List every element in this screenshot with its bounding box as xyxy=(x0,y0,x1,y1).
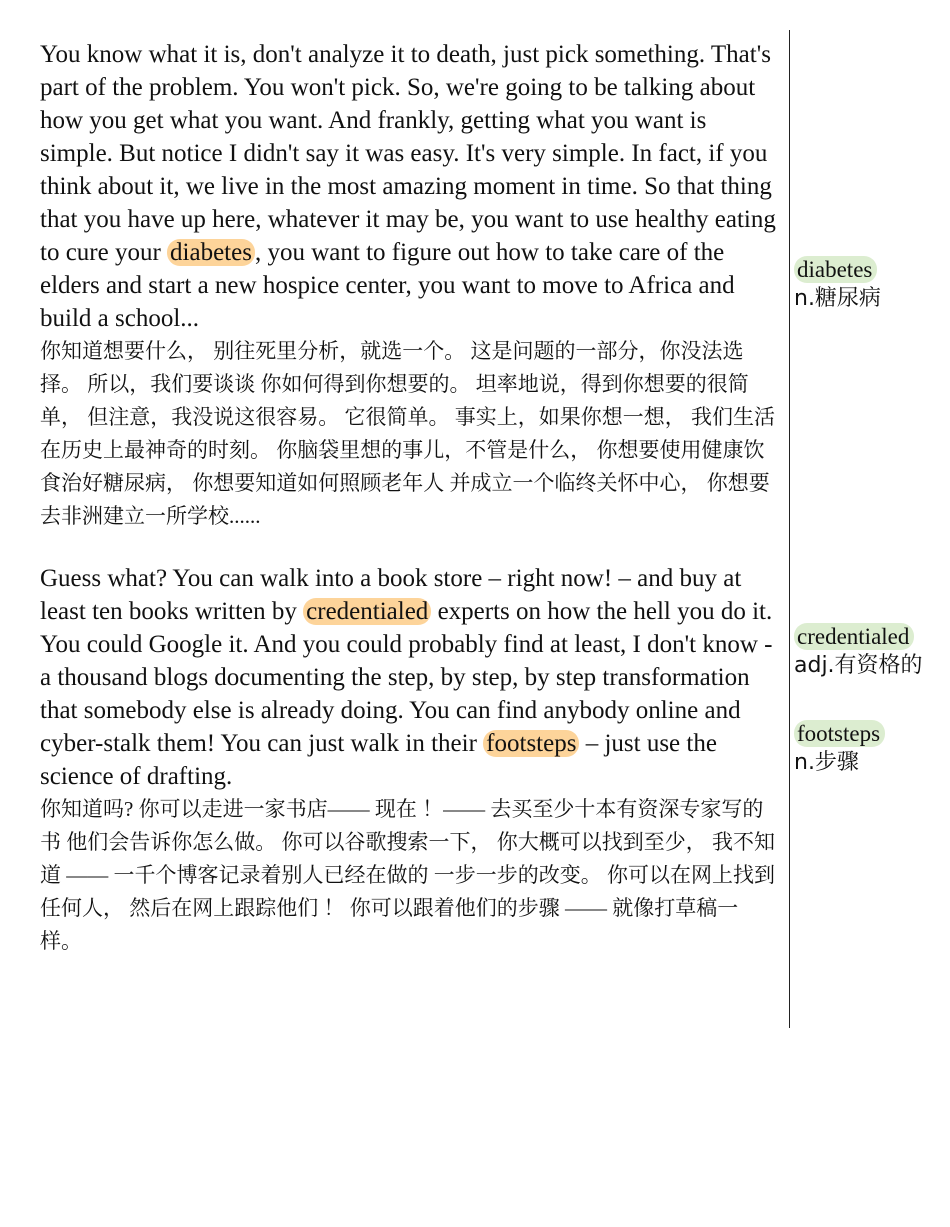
transcript-column xyxy=(40,38,780,958)
glossary-word: footsteps xyxy=(794,720,885,747)
glossary-entry-diabetes xyxy=(794,256,881,315)
chinese-translation: 你知道吗? 你可以走进一家书店—— 现在 ！—— 去买至少十本有资深专家写的书 他们会告诉你怎么做。 你可以谷歌搜索一下， 你大概可以找到至少， 我不知道 —— 一千个博客记录着别人已经在做的 一步一步的改变。 你可以在网上找到任何人， 然后在网上跟踪他们 ！ 你可以跟着他们的步骤 —— 就像打草稿一样。 xyxy=(40,797,775,953)
paragraph-2 xyxy=(40,562,780,958)
english-text: You know what it is, don't analyze it to death, just pick something. That's part of the problem. You won't pick. So, we're going to be talking about how you get what you want. And frankly, getting what you want is simple. But notice I didn't say it was easy. It's very simple. In fact, if you think about it, we live in the most amazing moment in time. So that thing that you have up here, whatever it may be, you want to use healthy eating to cure your diabetes , you want to figure out how to take care of the elders and start a new hospice center, you want to move to Africa and build a school... xyxy=(40,41,776,332)
glossary-definition: n.糖尿病 xyxy=(794,286,881,311)
column-divider xyxy=(789,30,790,1028)
glossary-entry-credentialed xyxy=(794,623,923,682)
glossary-definition: adj.有资格的 xyxy=(794,653,923,678)
highlight-credentialed[interactable]: credentialed xyxy=(303,598,431,625)
glossary-entry-footsteps xyxy=(794,720,885,779)
glossary-word: credentialed xyxy=(794,623,914,650)
paragraph-gap xyxy=(40,533,780,562)
glossary-definition: n.步骤 xyxy=(794,750,859,775)
chinese-translation: 你知道想要什么， 别往死里分析，就选一个。 这是问题的一部分，你没法选择。 所以，我们要谈谈 你如何得到你想要的。 坦率地说，得到你想要的很简单， 但注意，我没说这很容易。 它很简单。 事实上，如果你想一想， 我们生活在历史上最神奇的时刻。 你脑袋里想的事儿，不管是什么， 你想要使用健康饮食治好糖尿病， 你想要知道如何照顾老年人 并成立一个临终关怀中心， 你想要去非洲建立一所学校...... xyxy=(40,339,775,528)
highlight-footsteps[interactable]: footsteps xyxy=(483,730,579,757)
paragraph-1 xyxy=(40,38,780,533)
english-text: Guess what? You can walk into a book store – right now! – and buy at least ten books written by credentialed experts on how the hell you do it. You could Google it. And you could probably find at least, I don't know - a thousand blogs documenting the step, by step, by step transformation that somebody else is already doing. You can find anybody online and cyber-stalk them! You can just walk in their footsteps – just use the science of drafting. xyxy=(40,565,773,790)
glossary-word: diabetes xyxy=(794,256,877,283)
highlight-diabetes[interactable]: diabetes xyxy=(167,239,255,266)
